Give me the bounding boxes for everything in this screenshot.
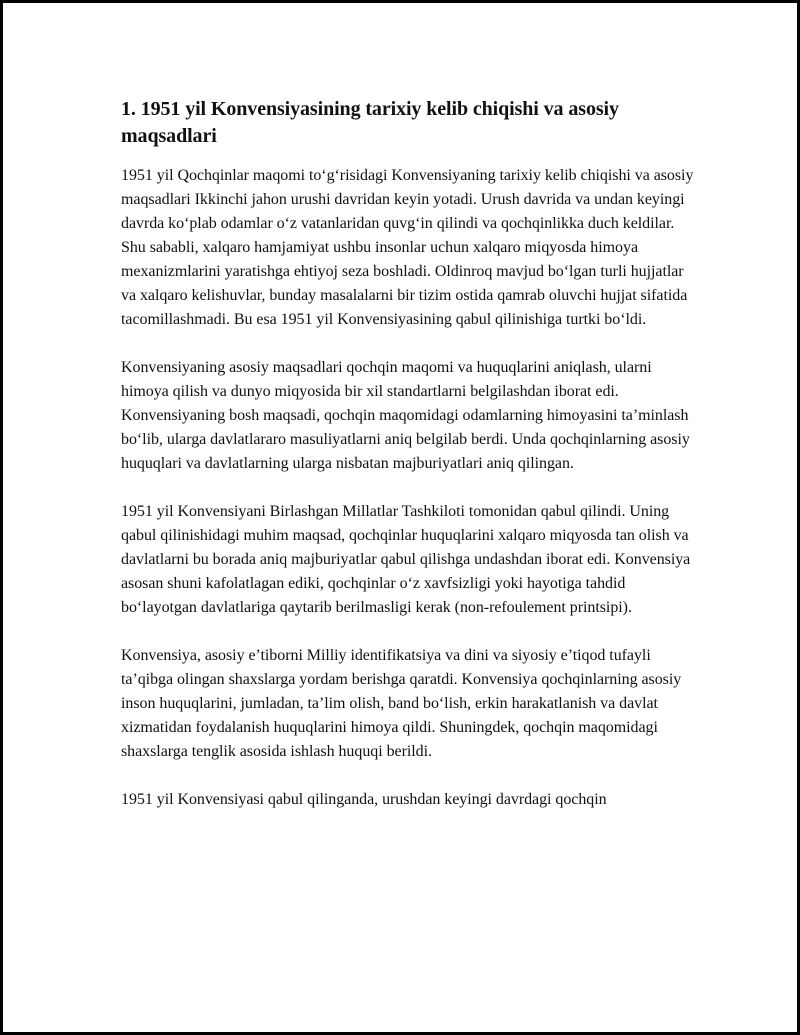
document-body <box>121 96 701 836</box>
paragraph-2: Konvensiyaning asosiy maqsadlari qochqin maqomi va huquqlarini aniqlash, ularni himoya qilish va dunyo miqyosida bir xil standartlarni belgilashdan iborat edi. Konvensiyaning bosh maqsadi, qochqin maqomidagi odamlarning himoyasini ta’minlash bo‘lib, ularga davlatlararo masuliyatlarni aniq belgilab berdi. Unda qochqinlarning asosiy huquqlari va davlatlarning ularga nisbatan majburiyatlari aniq qilingan. <box>121 359 690 472</box>
paragraph-3: 1951 yil Konvensiyani Birlashgan Millatlar Tashkiloti tomonidan qabul qilindi. Uning qabul qilinishidagi muhim maqsad, qochqinlar huquqlarini xalqaro miqyosda tan olish va davlatlarni bu borada aniq majburiyatlar qabul qilishga undashdan iborat edi. Konvensiya asosan shuni kafolatlagan ediki, qochqinlar o‘z xavfsizligi yoki hayotiga tahdid bo‘layotgan davlatlariga qaytarib berilmasligi kerak (non-refoulement printsipi). <box>121 503 691 616</box>
paragraph-5: 1951 yil Konvensiyasi qabul qilinganda, urushdan keyingi davrdagi qochqin <box>121 791 607 808</box>
paragraph-4: Konvensiya, asosiy e’tiborni Milliy identifikatsiya va dini va siyosiy e’tiqod tufayli ta’qibga olingan shaxslarga yordam berishga qaratdi. Konvensiya qochqinlarning asosiy inson huquqlarini, jumladan, ta’lim olish, band bo‘lish, erkin harakatlanish va davlat xizmatidan foydalanish huquqlarini himoya qildi. Shuningdek, qochqin maqomidagi shaxslarga tenglik asosida ishlash huquqi berildi. <box>121 647 682 760</box>
paragraph-1: 1951 yil Qochqinlar maqomi to‘g‘risidagi Konvensiyaning tarixiy kelib chiqishi va asosiy maqsadlari Ikkinchi jahon urushi davridan keyin yotadi. Urush davrida va undan keyingi davrda ko‘plab odamlar o‘z vatanlaridan quvg‘in qilindi va qochqinlikka duch keldilar. Shu sababli, xalqaro hamjamiyat ushbu insonlar uchun xalqaro miqyosda himoya mexanizmlarini yaratishga ehtiyoj seza boshladi. Oldinroq mavjud bo‘lgan turli hujjatlar va xalqaro kelishuvlar, bunday masalalarni bir tizim ostida qamrab oluvchi hujjat sifatida tacomillashmadi. Bu esa 1951 yil Konvensiyasining qabul qilinishiga turtki bo‘ldi. <box>121 167 694 328</box>
section-heading: 1. 1951 yil Konvensiyasining tarixiy kelib chiqishi va asosiy maqsadlari <box>121 98 619 147</box>
